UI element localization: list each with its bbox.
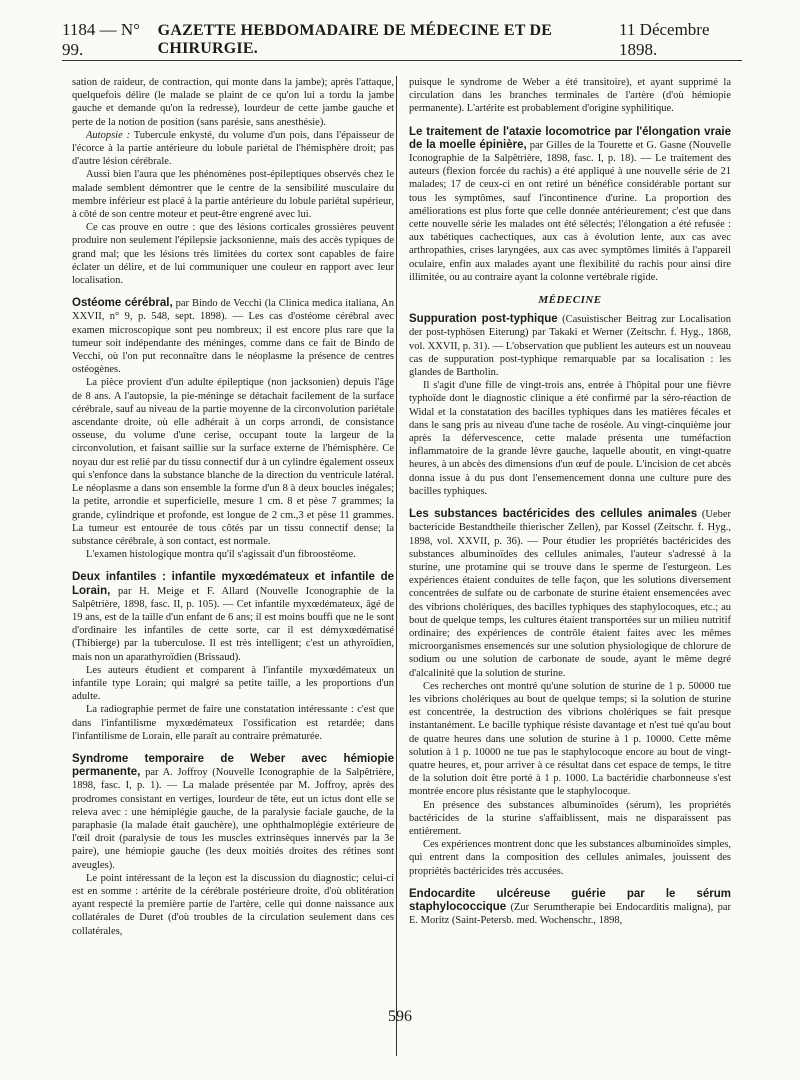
paragraph: Aussi bien l'aura que les phénomènes post-épileptiques observés chez le malade semblent démontrer que le centre de la sensibilité musculaire du membre inférieur est placé à la partie antérieure du lobule pariétal supérieur, à côté de son centre moteur et peut-être engrené avec lui. [72,169,394,221]
header-date: 11 Décembre 1898. [619,20,710,59]
article-suppuration [409,313,731,498]
paragraph: Ce cas prouve en outre : que des lésions corticales grossières peuvent produire non seulement l'épilepsie jacksonienne, mais des accès typiques de grand mal; que les lésions très limitées du cortex sont capables de faire éclater un délire, et de lui communiquer une couleur en rapport avec leur localisation. [72,222,394,287]
header-page-ref: 1184 — N° 99. [62,20,140,59]
article-title: Ostéome cérébral, [72,297,173,310]
paragraph: Ces expériences montrent donc que les substances albuminoïdes simples, qui entrent dans la composition des cellules animales, jouissent des propriétés bactéricides très accusées. [409,839,731,877]
article-title: Suppuration post-typhique [409,313,558,326]
article-intro: par H. Meige et F. Allard (Nouvelle Iconographie de la Salpêtrière, 1898, fasc. II, p. 105). — Cet infantile myxœdémateux, âgé de 19 ans, est de la taille d'un enfant de 6 ans; il est moins bouffi que ne le sont d'ordinaire les infantiles de cette sorte, car il est démyxœdématisé (Thibierge) par la tuberculose. Il est très intelligent; c'est un athyroïdien, mais non un aparathyroïdien (Brissaud). [72,585,395,663]
page-number: 596 [388,1008,412,1025]
article-intro: (Zur Serumtherapie bei Endocarditis maligna), par E. Moritz (Saint-Petersb. med. Wochenschr., 1898, [409,901,732,927]
paragraph: sation de raideur, de contraction, qui monte dans la jambe); après l'attaque, quelquefois délire (le malade se plaint de ce qu'on lui a tordu la jambe gauche et demande qu'on la redresse), lourdeur de cette jambe gauche et perte de la notion de position (sans parésie, sans anesthésie). [72,77,394,128]
article-endocardite [409,888,731,928]
paragraph [72,129,394,169]
article-lead [72,297,394,376]
paragraph: Les auteurs étudient et comparent à l'infantile myxœdémateux un infantile type Lorain; qui malgré sa petite taille, a les proportions d'un adulte. [72,664,394,703]
article-osteome [72,297,394,561]
article-ataxie [409,126,731,284]
article-infantiles [72,571,394,743]
article-intro: par A. Joffroy (Nouvelle Iconographie de la Salpêtrière, 1898, fasc. I, p. 1). — La malade présentée par M. Joffroy, après des prodromes consistant en vertiges, lourdeur de tête, eut un ictus dont elle se releva avec : une hémiplégie gauche, de la paralysie faciale gauche, de la paraphasie (la malade était gauchère), une ophthalmoplégie extérieure de l'œil droit (paralysie de tous les muscles extrinsèques innervés par la 3e paire), une hémiopie gauche (les deux moitiés droites des rétines sont aveugles). [72,767,395,871]
autopsie-label: Autopsie : [86,129,131,141]
page-header [62,20,742,59]
article-intro: par Gilles de la Tourette et G. Gasne (Nouvelle Iconographie de la Salpêtrière, 1898, fasc. I, p. 18). — Le traitement des auteurs (flexion forcée du rachis) a été appliqué à une nouvelle série de 21 malades; 17 de ceux-ci en ont retiré un bénéfice considérable portant sur tous les symptômes, sauf l'incontinence d'urine. La proportion des améliorations est plus forte que celle donnée antérieurement; c'est que dans cette nouvelle série les malades ont été sélectés; l'élongation a été refusée : aux tabétiques cachectiques, aux cas à évolution lente, aux cas avec arthropathies, crises laryngées, aux cas avec symptômes limités à l'appareil oculaire, enfin aux malades ayant une flexibilité du rachis pour ainsi dire illimitée, ou au contraire ayant la colonne vertébrale rigide. [409,139,731,283]
article-lead [409,888,731,928]
article-title: Les substances bactéricides des cellules animales [409,508,698,521]
article-weber [72,753,394,938]
paragraph: En présence des substances albuminoïdes (sérum), les propriétés bactéricides de la sturine s'affaiblissent, mais ne disparaissent pas entièrement. [409,799,731,837]
paragraph: La pièce provient d'un adulte épileptique (non jacksonien) depuis l'âge de 8 ans. A l'autopsie, la pie-méninge se détachait facilement de la surface cérébrale, sauf au niveau de la partie moyenne de la circonvolution pariétale ascendante droite, où elle adhérait à un corps arrondi, de consistance osseuse, du volume d'une cerise, occupant toute la largeur de la circonvolution, et faisant saillie sur la surface externe de l'hémisphère. Ce noyau dur est relié par du tissu connectif dur à un cylindre également osseux qui s'enfonce dans la substance blanche de la direction du ventricule latéral. Le néoplasme a dans son ensemble la forme d'un 8 à deux boucles inégales; la petite, arrondie et superficielle, mesure 1 cm. 8 et pèse 7 grammes; la grande, cylindrique et profonde, est longue de 2 cm.,3 et pèse 11 grammes. La tumeur est entourée de tous côtés par un tissu connectif dense; la substance cérébrale, à son contact, est normale. [72,377,394,547]
article-lead [409,126,731,284]
article-intro: (Ueber bactericide Bestandtheile thierischer Zellen), par Kossel (Zeitschr. f. Hyg., 1898, vol. XXVII, p. 36). — Pour étudier les propriétés bactéricides des substances albuminoïdes des cellules animales, l'auteur s'adressé à la sturine, une protamine qui se trouve dans le sperme de l'esturgeon. Les expériences étaient conduites de telle façon, que les solutions diversement concentrées de sulfate ou de carbonate de sturine étaient ensemencées avec des vibrions cholériques, des bacilles typhiques des staphylocoques, etc.; au bout de quelque temps, les cultures étaient transportées sur un milieu nutritif ordinaire; des expériences de contrôle étaient faites avec les mêmes microorganismes ensemencés sur une solution physiologique de chlorure de sodium ou une solution de carbonate de soude, ayant le même degré d'alcalinité que la solution de sturine. [409,509,732,679]
paragraph-text: Tubercule enkysté, du volume d'un pois, dans l'épaisseur de l'écorce à la partie antérieure du lobule pariétal de l'hémisphère droit; pas d'autre lésion cérébrale. [72,129,395,168]
section-heading: MÉDECINE [538,294,602,307]
column-divider [396,76,397,1056]
paragraph: puisque le syndrome de Weber a été transitoire), et ayant supprimé la circulation dans les branches terminales de l'artère (d'où hémiopie permanente). L'artérite est probablement d'origine syphilitique. [409,77,731,115]
article-title: Le traitement de l'ataxie locomotrice par l'élongation vraie de la moelle épinière, [409,125,731,151]
right-column [409,76,731,927]
paragraph: L'examen histologique montra qu'il s'agissait d'un fibroostéome. [86,549,356,561]
article-title: Deux infantiles : infantile myxœdémateux et infantile de Lorain, [72,571,394,597]
article-intro: par Bindo de Vecchi (la Clinica medica italiana, An XXVII, n° 9, p. 548, sept. 1898). — Les cas d'ostéome cérébral avec examen microscopique sont peu nombreux; il est encore plus rare que la tumeur soit indépendante des méninges, comme dans ce fait de Bindo de Vecchi, où l'on put reconnaître dans le néoplasme la présence de centres ostéogènes. [72,298,394,376]
paragraph: Il s'agit d'une fille de vingt-trois ans, entrée à l'hôpital pour une fièvre typhoïde dont le diagnostic clinique a été confirmé par la séro-réaction de Widal et la constatation des bacilles typhiques dans les matières fécales et dans le sang pris au niveau d'une tache de roséole. Au vingt-cinquième jour après la défervescence, cette malade présenta une tuméfaction inflammatoire de la grande lèvre gauche, laquelle aboutit, en vingt-quatre heures, à un abcès des dimensions d'un œuf de poule. L'incision de cet abcès donna issue à du pus dont l'ensemencement donna une culture pure des bacilles typhiques. [409,380,731,497]
article-lead [72,571,394,663]
header-title: GAZETTE HEBDOMADAIRE DE MÉDECINE ET DE CHIRURGIE. [157,22,553,57]
article-substances [409,508,731,878]
article-lead [409,313,731,379]
article-lead [409,508,731,680]
paragraph: Ces recherches ont montré qu'une solution de sturine de 1 p. 50000 tue les vibrions cholériques au bout de quelque temps; si la solution de sturine est concentrée, la destruction des vibrions cholériques se fait presque instantanément. Le bacille typhique résiste davantage et n'est tué qu'au bout de quatre heures dans une solution de sturine à 1 p. 10000. Cette même solution à 1 p. 10000 ne tue pas le staphylocoque encore au bout de vingt-quatre heures, et, pour arriver à ce résultat dans cet espace de temps, le titre de la solution doit être porté à 1 p. 1000. La bactéridie charbonneuse s'est montrée encore plus résistante que le staphylocoque. [409,680,731,798]
paragraph: Le point intéressant de la leçon est la discussion du diagnostic; celui-ci est en somme : artérite de la cérébrale postérieure droite, d'où oblitération ayant respecté la première partie de l'artère, celle qui donne naissance aux collatérales de Duret (d'où troubles de la circulation seulement dans ces collatérales, [72,872,394,937]
article-lead [72,753,394,872]
article-title: Endocardite ulcéreuse guérie par le sérum staphylococcique [409,887,731,913]
article-intro: (Casuistischer Beitrag zur Localisation der post-typhösen Eiterung) par Takaki et Werner (Zeitschr. f. Hyg., 1868, vol. XXVII, p. 31). — L'observation que publient les auteurs est un nouveau cas de suppuration post-typhique remarquable par sa localisation : les glandes de Bartholin. [409,314,732,379]
article-title: Syndrome temporaire de Weber avec hémiopie permanente, [72,752,394,779]
header-rule [62,60,742,61]
paragraph: La radiographie permet de faire une constatation intéressante : c'est que dans l'infantilisme myxœdémateux l'ossification est retardée; dans l'infantilisme de Lorain, elle paraît au contraire prématurée. [72,704,394,742]
left-column [72,76,394,938]
